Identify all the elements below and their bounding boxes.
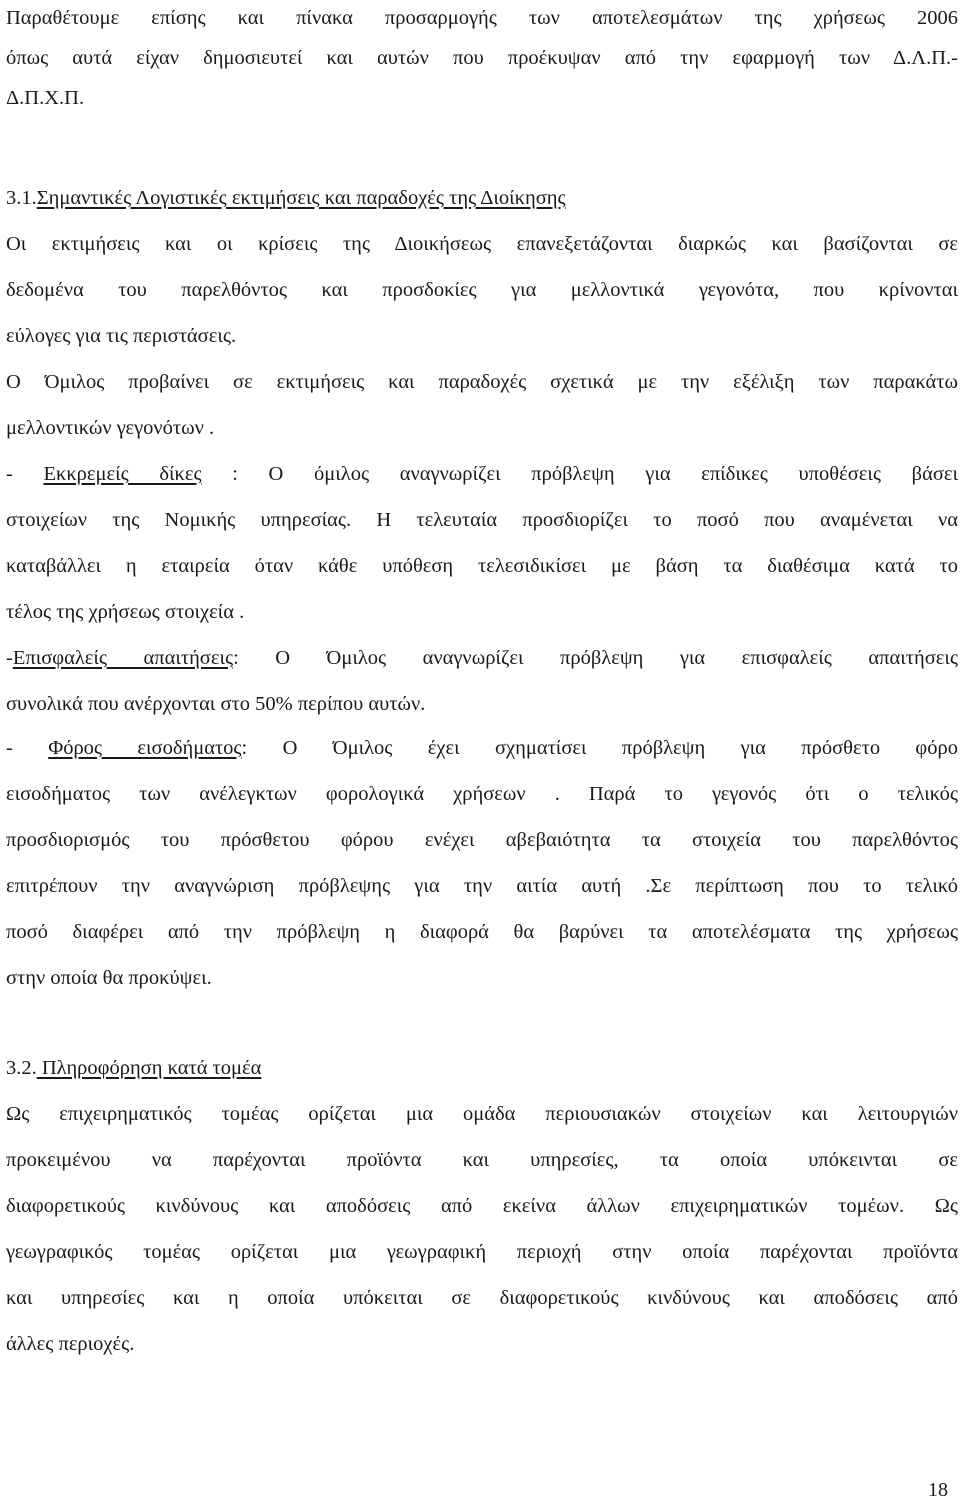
paragraph-line: διαφορετικούς κινδύνους και αποδόσεις από εκείνα άλλων επιχειρηματικών τομέων. Ως	[6, 1195, 958, 1217]
paragraph-line: άλλες περιοχές.	[6, 1333, 135, 1355]
paragraph-line: προκειμένου να παρέχονται προϊόντα και υπηρεσίες, τα οποία υπόκεινται σε	[6, 1149, 958, 1171]
section-3-2-heading	[6, 1054, 958, 1082]
item-prefix: -	[6, 647, 13, 669]
item-term: Εκκρεμείς δίκες	[43, 463, 202, 485]
paragraph-line: Ο Όμιλος προβαίνει σε εκτιμήσεις και παραδοχές σχετικά με την εξέλιξη των παρακάτω	[6, 371, 958, 393]
item-text: : Ο Όμιλος αναγνωρίζει πρόβλεψη για επισφαλείς απαιτήσεις	[233, 647, 958, 669]
list-item-income-tax	[6, 734, 958, 762]
paragraph-line: καταβάλλει η εταιρεία όταν κάθε υπόθεση τελεσιδικίσει με βάση τα διαθέσιμα κατά το	[6, 555, 958, 577]
paragraph-line: στοιχείων της Νομικής υπηρεσίας. Η τελευταία προσδιορίζει το ποσό που αναμένεται να	[6, 509, 958, 531]
paragraph-line: προσδιορισμός του πρόσθετου φόρου ενέχει αβεβαιότητα τα στοιχεία του παρελθόντος	[6, 829, 958, 851]
paragraph-line: επιτρέπουν την αναγνώριση πρόβλεψης για την αιτία αυτή .Σε περίπτωση που το τελικό	[6, 875, 958, 897]
paragraph-line: Οι εκτιμήσεις και οι κρίσεις της Διοικήσεως επανεξετάζονται διαρκώς και βασίζονται σε	[6, 233, 958, 255]
list-item-pending-lawsuits	[6, 460, 958, 488]
section-number: 3.1.	[6, 187, 37, 209]
item-text: : Ο Όμιλος έχει σχηματίσει πρόβλεψη για πρόσθετο φόρο	[241, 737, 958, 759]
section-number: 3.2.	[6, 1057, 37, 1079]
paragraph-line: ποσό διαφέρει από την πρόβλεψη η διαφορά θα βαρύνει τα αποτελέσματα της χρήσεως	[6, 921, 958, 943]
item-term: Επισφαλείς απαιτήσεις	[12, 647, 234, 669]
item-term: Φόρος εισοδήματος	[48, 737, 242, 759]
paragraph-line: και υπηρεσίες και η οποία υπόκειται σε διαφορετικούς κινδύνους και αποδόσεις από	[6, 1287, 958, 1309]
paragraph-line: μελλοντικών γεγονότων .	[6, 417, 215, 439]
paragraph-line: τέλος της χρήσεως στοιχεία .	[6, 601, 245, 623]
section-3-1-heading	[6, 184, 958, 212]
paragraph-line: Ως επιχειρηματικός τομέας ορίζεται μια ομάδα περιουσιακών στοιχείων και λειτουργιών	[6, 1103, 958, 1125]
intro-line-3: Δ.Π.Χ.Π.	[6, 87, 85, 109]
paragraph-line: στην οποία θα προκύψει.	[6, 967, 212, 989]
intro-line-1: Παραθέτουμε επίσης και πίνακα προσαρμογής των αποτελεσμάτων της χρήσεως 2006	[6, 7, 958, 29]
page-number: 18	[928, 1479, 948, 1501]
item-prefix: -	[6, 737, 49, 759]
paragraph-line: γεωγραφικός τομέας ορίζεται μια γεωγραφική περιοχή στην οποία παρέχονται προϊόντα	[6, 1241, 958, 1263]
section-title: Σημαντικές Λογιστικές εκτιμήσεις και παραδοχές της Διοίκησης	[36, 187, 566, 209]
item-text: : Ο όμιλος αναγνωρίζει πρόβλεψη για επίδικες υποθέσεις βάσει	[201, 463, 958, 485]
list-item-doubtful-receivables	[6, 644, 958, 672]
intro-line-2: όπως αυτά είχαν δημοσιευτεί και αυτών που προέκυψαν από την εφαρμογή των Δ.Λ.Π.-	[6, 47, 958, 69]
section-title: Πληροφόρηση κατά τομέα	[36, 1057, 262, 1079]
paragraph-line: δεδομένα του παρελθόντος και προσδοκίες για μελλοντικά γεγονότα, που κρίνονται	[6, 279, 958, 301]
paragraph-line: εισοδήματος των ανέλεγκτων φορολογικά χρήσεων . Παρά το γεγονός ότι ο τελικός	[6, 783, 958, 805]
paragraph-line: συνολικά που ανέρχονται στο 50% περίπου αυτών.	[6, 693, 426, 715]
item-prefix: -	[6, 463, 44, 485]
paragraph-line: εύλογες για τις περιστάσεις.	[6, 325, 237, 347]
